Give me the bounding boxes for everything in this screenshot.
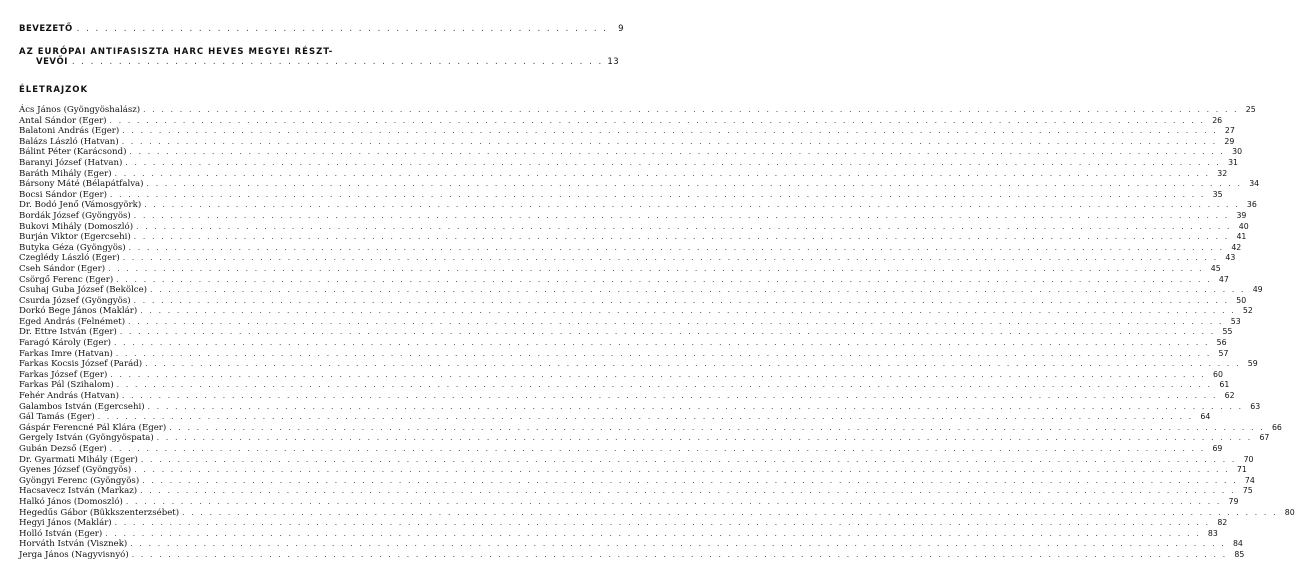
entry-name: Fehér András (Hatvan) [19, 391, 119, 402]
dot-leader: . . . . . . . . . . . . . . . . . . . . . . . . . . . . . . . . . . . . . . . . . . . . . . . . . . . . . . . . . . . . . . . . . . . . . . . . . . . . . . . . . . . . . . . . . . . . . . . . . . . . . . . . . . . . . . . . . . . . . . . . [122, 253, 1219, 263]
toc-entry[interactable] [19, 210, 1247, 222]
entry-name: Bársony Máté (Bélapátfalva) [19, 179, 144, 190]
dot-leader: . . . . . . . . . . . . . . . . . . . . . . . . . . . . . . . . . . . . . . . . . . . . . . . . . . . . . . . . . . . . . . . . . . . . . . . . . . . . . . . . . . . . . . . . . . . . . . . . . . . . . . . . . . . . . . . . . . . . . . . . [128, 316, 1224, 326]
toc-entry[interactable] [19, 412, 1211, 423]
dot-leader: . . . . . . . . . . . . . . . . . . . . . . . . . . . . . . . . . . . . . . . . . . . . . . . . . . . . . . . . . . . . . . . . . . . . . . . . . . . . . . . . . . . . . . . . . . . . . . . . . . . . . . . . . . . . . . . . . . . . . . . . [140, 486, 1236, 496]
entry-page-number: 42 [1231, 242, 1242, 252]
entry-page-number: 35 [1212, 189, 1223, 199]
entry-name: Csuhaj Guba József (Bekölce) [19, 285, 148, 296]
dot-leader: . . . . . . . . . . . . . . . . . . . . . . . . . . . . . . . . . . . . . . . . . . . . . . . . . . . . . . . . . . . . . . . . . . . . . . . . . . . . . . . . . . . . . . . . . . . . . . . . . . . . . . . . . . . . . . . . . . . . . . . . [146, 179, 1243, 189]
toc-entry[interactable] [19, 338, 1227, 349]
entry-page-number: 56 [1216, 338, 1227, 348]
dot-leader: . . . . . . . . . . . . . . . . . . . . . . . . . . . . . . . . . . . . . . . . . . . . . . . . . . . . . . . . . . . . . . . . . . . . . . . . . . . . . . . . . . . . . . . . . . . . . . . . . . . . . . . . . . . . . . . . . . . . . . . . [114, 518, 1211, 528]
entry-name: Czeglédy László (Eger) [19, 253, 120, 264]
entry-page-number: 53 [1230, 316, 1241, 326]
dot-leader: . . . . . . . . . . . . . . . . . . . . . . . . . . . . . . . . . . . . . . . . . . . . . . . . . . . . . . . . . . . . . . . . . . . . . . . . . . . . . . . . . . . . . . . . . . . . . . . . . . . . . . . . . . . . . . . . . . . . . . . . [147, 401, 1244, 411]
entry-name: Balázs László (Hatvan) [19, 136, 119, 147]
entry-name: Dorkó Bege János (Maklár) [19, 306, 138, 317]
dot-leader: . . . . . . . . . . . . . . . . . . . . . . . . . . . . . . . . . . . . . . . . . . . . . . . . . . . . . . . . . . . . . . . . . . . . . . . . . . . . . . . . . . . . . . . . . . . . . . . . . . . . . . . . . . . . . . . . . . . . . . . . [131, 549, 1228, 559]
entry-name: Gubán Dezső (Eger) [19, 444, 107, 454]
toc-entry[interactable] [19, 539, 1243, 550]
dot-leader: . . . . . . . . . . . . . . . . . . . . . . . . . . . . . . . . . . . . . . . . . . . . . . . . . . . . . . . . . . . . . . . . . . . . . . . . . . . . . . . . . . . . . . . . . . . . . . . . . . . . . . . . . . . . . . . . . . . . . . . . [122, 126, 1218, 136]
toc-entry[interactable] [19, 295, 1247, 307]
toc-entry[interactable] [19, 274, 1229, 286]
entry-page-number: 30 [1232, 147, 1243, 157]
entry-page-number: 39 [1236, 210, 1247, 220]
toc-entry[interactable] [19, 136, 1235, 148]
toc-entry[interactable] [19, 221, 1249, 233]
toc-entry[interactable] [19, 179, 1260, 190]
dot-leader: . . . . . . . . . . . . . . . . . . . . . . . . . . . . . . . . . . . . . . . . . . . . . . . . . . . . . . . . . . . . . . . . . . . . . . . . . . . . . . . . . . . . . . . . . . . . . . . . . . . . . . . . . . . . . . . . . . . . . . . . [133, 232, 1230, 242]
dot-leader: . . . . . . . . . . . . . . . . . . . . . . . . . . . . . . . . . . . . . . . . . . . . . . . . . . . . . . . . . . . . . . . . . . . . . . . . . . . . . . . . . . . . . . . . . . . . . . . . . . . . . . . . . . . . . . . . . . . . . . . . [156, 433, 1253, 443]
entry-page-number: 50 [1236, 295, 1247, 305]
toc-entry[interactable] [19, 518, 1228, 529]
entry-name: Dr. Gyarmati Mihály (Eger) [19, 454, 138, 465]
toc-entry[interactable] [19, 359, 1258, 370]
entry-name: Farkas Pál (Szihalom) [19, 380, 114, 391]
entry-name: Faragó Károly (Eger) [19, 338, 111, 349]
dot-leader: . . . . . . . . . . . . . . . . . . . . . . . . . . . . . . . . . . . . . . . . . . . . . . . . . . . . . . . . . . . . . . . . . . . . . . . . . . . . . . . . . . . . . . . . . . . . . . . . . . . . . . . . . . . . . . . . . . . . . . . . [109, 444, 1206, 453]
entry-name: Gyenes József (Gyöngyös) [19, 465, 132, 476]
dot-leader: . . . . . . . . . . . . . . . . . . . . . . . . . . . . . . . . . . . . . . . . . . . . . . . . . . . . . . . . . . . . . . . . . . . . . . . . . . . . . . . . . . . . . . . . . . . . . . . . . . . . . . . . . . . . . . . . . . . . . . . . [145, 359, 1241, 369]
toc-entry[interactable] [19, 327, 1233, 338]
toc-entry-list [19, 105, 1295, 561]
entry-name: Baráth Mihály (Eger) [19, 168, 112, 179]
toc-entry[interactable] [19, 285, 1263, 296]
entry-page-number: 61 [1219, 380, 1230, 390]
dot-leader: . . . . . . . . . . . . . . . . . . . . . . . . . . . . . . . . . . . . . . . . . . . . . . . . . . . . . . . . . . . . . . . . . . . . . . . . . . . . . . . . . . . . . . . . . . . . . . . . . . . . . . . . . . . . . . . . . . . . . . . . [143, 105, 1239, 114]
entry-name: Farkas József (Eger) [19, 369, 108, 380]
section-title-continued: VEVŐI [36, 57, 68, 67]
entry-name: Eged András (Felnémet) [19, 316, 126, 327]
entry-page-number: 26 [1212, 115, 1223, 125]
entry-name: Farkas Imre (Hatvan) [19, 348, 113, 359]
toc-entry[interactable] [19, 454, 1254, 466]
toc-entry[interactable] [19, 306, 1253, 317]
dot-leader: . . . . . . . . . . . . . . . . . . . . . . . . . . . . . . . . . . . . . . . . . . . . . . . . . . . . . . . . . [76, 24, 608, 34]
toc-section-antifascist[interactable] [36, 57, 620, 67]
entry-page-number: 70 [1243, 454, 1254, 464]
dot-leader: . . . . . . . . . . . . . . . . . . . . . . . . . . . . . . . . . . . . . . . . . . . . . . . . . . . . . . . . . . . . . . . . . . . . . . . . . . . . . . . . . . . . . . . . . . . . . . . . . . . . . . . . . . . . . . . . . . . . . . . . [129, 147, 1226, 157]
toc-entry[interactable] [19, 253, 1236, 264]
entry-name: Galambos István (Egercsehi) [19, 401, 145, 412]
entry-name: Gergely István (Gyöngyöspata) [19, 433, 154, 444]
entry-page-number: 45 [1210, 263, 1221, 273]
dot-leader: . . . . . . . . . . . . . . . . . . . . . . . . . . . . . . . . . . . . . . . . . . . . . . . . . . . . . . . . . . . . . . . . . . . . . . . . . . . . . . . . . . . . . . . . . . . . . . . . . . . . . . . . . . . . . . . . . . . . . . . . [150, 285, 1246, 295]
entry-page-number: 67 [1259, 433, 1270, 443]
entry-page-number: 47 [1218, 274, 1229, 284]
dot-leader: . . . . . . . . . . . . . . . . . . . . . . . . . . . . . . . . . . . . . . . . . . . . . . . . . . . . . . . . . . . . . . . . . . . . . . . . . . . . . . . . . . . . . . . . . . . . . . . . . . . . . . . . . . . . . . . . . . . . . . . . [140, 306, 1236, 316]
toc-entry[interactable] [19, 189, 1223, 201]
entry-name: Bocsi Sándor (Eger) [19, 189, 107, 200]
entry-page-number: 85 [1234, 549, 1245, 559]
dot-leader: . . . . . . . . . . . . . . . . . . . . . . . . . . . . . . . . . . . . . . . . . . . . . . . . . . . . . . . . . . . . . . . . . . . . . . . . . . . . . . . . . . . . . . . . . . . . . . . . . . . . . . . . . . . . . . . . . . . . . . . . [108, 263, 1204, 273]
toc-entry[interactable] [19, 168, 1228, 180]
entry-page-number: 55 [1222, 327, 1233, 337]
dot-leader: . . . . . . . . . . . . . . . . . . . . . . . . . . . . . . . . . . . . . . . . . . . . . . . . . . . . . . . . . . . . . . . . . . . . . . . . . . . . . . . . . . . . . . . . . . . . . . . . . . . . . . . . . . . . . . . . . . . . . . . . [109, 115, 1206, 125]
entry-page-number: 32 [1217, 168, 1228, 178]
dot-leader: . . . . . . . . . . . . . . . . . . . . . . . . . . . . . . . . . . . . . . . . . . . . . . . . . . . . . . . . . . . . . . . . . . . . . . . . . . . . . . . . . . . . . . . . . . . . . . . . . . . . . . . . . . . . . . . . . . . . . . . . [119, 327, 1216, 337]
entry-name: Bukovi Mihály (Domoszló) [19, 221, 134, 232]
entry-name: Bordák József (Gyöngyös) [19, 210, 131, 221]
entry-name: Horváth István (Visznek) [19, 539, 128, 550]
toc-entry[interactable] [19, 348, 1229, 360]
dot-leader: . . . . . . . . . . . . . . . . . . . . . . . . . . . . . . . . . . . . . . . . . . . . . . . . . . . . . . . . . . . . . . . . . . . . . . . . . . . . . . . . . . . . . . . . . . . . . . . . . . . . . . . . . . . . . . . . . . . . . . . . [105, 528, 1201, 538]
entry-page-number: 84 [1232, 539, 1243, 549]
entry-name: Halkó János (Domoszló) [19, 496, 123, 507]
dot-leader: . . . . . . . . . . . . . . . . . . . . . . . . . . . . . . . . . . . . . . . . . . . . . . . . . . . . . . . . . . . . . . . . . . . . . . . . . . . . . . . . . . . . . . . . . . . . . . . . . . . . . . . . . . . . . . . . . . . . . . . . [136, 221, 1232, 231]
entry-name: Hacsavecz István (Markaz) [19, 486, 138, 497]
biographies-heading: ÉLETRAJZOK [19, 85, 89, 95]
entry-page-number: 69 [1212, 444, 1223, 453]
dot-leader: . . . . . . . . . . . . . . . . . . . . . . . . . . . . . . . . . . . . . . . . . . . . . . . . . . . . . . . . . . . . . . . . . . . . . . . . . . . . . . . . . . . . . . . . . . . . . . . . . . . . . . . . . . . . . . . . . . . . . . . . [133, 295, 1230, 305]
toc-entry[interactable] [19, 316, 1241, 328]
entry-page-number: 83 [1207, 528, 1218, 538]
dot-leader: . . . . . . . . . . . . . . . . . . . . . . . . . . . . . . . . . . . . . . . . . . . . . . . . . . . . . . . . . . . . . . . . . . . . . . . . . . . . . . . . . . . . . . . . . . . . . . . . . . . . . . . . . . . . . . . . . . . . . . . . [125, 157, 1221, 167]
toc-entry[interactable] [19, 422, 1282, 434]
toc-entry[interactable] [19, 507, 1295, 519]
entry-page-number: 41 [1236, 232, 1247, 242]
entry-name: Csörgő Ferenc (Eger) [19, 274, 114, 285]
toc-section-antifascist-title[interactable]: AZ EURÓPAI ANTIFASISZTA HARC HEVES MEGYEI RÉSZT- [19, 47, 334, 57]
entry-name: Jerga János (Nagyvisnyó) [19, 549, 129, 560]
dot-leader: . . . . . . . . . . . . . . . . . . . . . . . . . . . . . . . . . . . . . . . . . . . . . . . . . . . . . . . . . . . . . . . . . . . . . . . . . . . . . . . . . . . . . . . . . . . . . . . . . . . . . . . . . . . . . . . . . . . . . . . . [115, 348, 1212, 358]
toc-entry[interactable] [19, 242, 1242, 254]
toc-entry[interactable] [19, 528, 1218, 540]
entry-page-number: 25 [1245, 105, 1256, 114]
entry-page-number: 49 [1252, 285, 1263, 295]
dot-leader: . . . . . . . . . . . . . . . . . . . . . . . . . . . . . . . . . . . . . . . . . . . . . . . . . . . . . . . . . [71, 57, 604, 67]
entry-name: Dr. Ettre István (Eger) [19, 327, 117, 338]
entry-name: Butyka Géza (Gyöngyös) [19, 242, 126, 253]
entry-page-number: 66 [1271, 422, 1282, 432]
toc-entry[interactable] [19, 115, 1223, 127]
entry-page-number: 82 [1217, 518, 1228, 528]
toc-entry[interactable] [19, 369, 1223, 381]
dot-leader: . . . . . . . . . . . . . . . . . . . . . . . . . . . . . . . . . . . . . . . . . . . . . . . . . . . . . . . . . . . . . . . . . . . . . . . . . . . . . . . . . . . . . . . . . . . . . . . . . . . . . . . . . . . . . . . . . . . . . . . . [116, 274, 1212, 284]
entry-name: Bálint Péter (Karácsond) [19, 147, 127, 158]
dot-leader: . . . . . . . . . . . . . . . . . . . . . . . . . . . . . . . . . . . . . . . . . . . . . . . . . . . . . . . . . . . . . . . . . . . . . . . . . . . . . . . . . . . . . . . . . . . . . . . . . . . . . . . . . . . . . . . . . . . . . . . . [134, 465, 1230, 475]
entry-page-number: 62 [1224, 391, 1235, 401]
dot-leader: . . . . . . . . . . . . . . . . . . . . . . . . . . . . . . . . . . . . . . . . . . . . . . . . . . . . . . . . . . . . . . . . . . . . . . . . . . . . . . . . . . . . . . . . . . . . . . . . . . . . . . . . . . . . . . . . . . . . . . . . [114, 168, 1211, 178]
dot-leader: . . . . . . . . . . . . . . . . . . . . . . . . . . . . . . . . . . . . . . . . . . . . . . . . . . . . . . . . . . . . . . . . . . . . . . . . . . . . . . . . . . . . . . . . . . . . . . . . . . . . . . . . . . . . . . . . . . . . . . . . [142, 475, 1238, 485]
toc-entry[interactable] [19, 444, 1223, 455]
toc-entry[interactable] [19, 157, 1238, 169]
toc-entry[interactable] [19, 126, 1235, 137]
dot-leader: . . . . . . . . . . . . . . . . . . . . . . . . . . . . . . . . . . . . . . . . . . . . . . . . . . . . . . . . . . . . . . . . . . . . . . . . . . . . . . . . . . . . . . . . . . . . . . . . . . . . . . . . . . . . . . . . . . . . . . . . [144, 200, 1240, 210]
toc-entry[interactable] [19, 433, 1270, 444]
entry-name: Cseh Sándor (Eger) [19, 263, 106, 274]
dot-leader: . . . . . . . . . . . . . . . . . . . . . . . . . . . . . . . . . . . . . . . . . . . . . . . . . . . . . . . . . . . . . . . . . . . . . . . . . . . . . . . . . . . . . . . . . . . . . . . . . . . . . . . . . . . . . . . . . . . . . . . . [110, 369, 1206, 379]
toc-entry[interactable] [19, 486, 1253, 497]
toc-entry[interactable] [19, 549, 1245, 561]
entry-page-number: 80 [1284, 507, 1295, 517]
dot-leader: . . . . . . . . . . . . . . . . . . . . . . . . . . . . . . . . . . . . . . . . . . . . . . . . . . . . . . . . . . . . . . . . . . . . . . . . . . . . . . . . . . . . . . . . . . . . . . . . . . . . . . . . . . . . . . . . . . . . . . . . [169, 422, 1265, 432]
dot-leader: . . . . . . . . . . . . . . . . . . . . . . . . . . . . . . . . . . . . . . . . . . . . . . . . . . . . . . . . . . . . . . . . . . . . . . . . . . . . . . . . . . . . . . . . . . . . . . . . . . . . . . . . . . . . . . . . . . . . . . . . [121, 391, 1218, 401]
entry-page-number: 79 [1228, 496, 1239, 506]
toc-entry[interactable] [19, 147, 1243, 158]
entry-page-number: 34 [1249, 179, 1260, 189]
entry-name: Burján Viktor (Egercsehi) [19, 232, 131, 243]
entry-name: Csurda József (Gyöngyös) [19, 295, 131, 306]
entry-name: Baranyi József (Hatvan) [19, 157, 123, 168]
entry-page-number: 64 [1200, 412, 1211, 422]
dot-leader: . . . . . . . . . . . . . . . . . . . . . . . . . . . . . . . . . . . . . . . . . . . . . . . . . . . . . . . . . . . . . . . . . . . . . . . . . . . . . . . . . . . . . . . . . . . . . . . . . . . . . . . . . . . . . . . . . . . . . . . . [182, 507, 1278, 517]
entry-page-number: 31 [1228, 157, 1238, 167]
dot-leader: . . . . . . . . . . . . . . . . . . . . . . . . . . . . . . . . . . . . . . . . . . . . . . . . . . . . . . . . . . . . . . . . . . . . . . . . . . . . . . . . . . . . . . . . . . . . . . . . . . . . . . . . . . . . . . . . . . . . . . . . [133, 210, 1230, 220]
entry-page-number: 74 [1244, 475, 1255, 485]
toc-entry[interactable] [19, 465, 1247, 476]
entry-name: Holló István (Eger) [19, 528, 103, 539]
dot-leader: . . . . . . . . . . . . . . . . . . . . . . . . . . . . . . . . . . . . . . . . . . . . . . . . . . . . . . . . . . . . . . . . . . . . . . . . . . . . . . . . . . . . . . . . . . . . . . . . . . . . . . . . . . . . . . . . . . . . . . . . [97, 412, 1194, 422]
entry-page-number: 75 [1242, 486, 1253, 496]
entry-name: Gál Tamás (Eger) [19, 412, 95, 423]
toc-entry[interactable] [19, 232, 1247, 243]
dot-leader: . . . . . . . . . . . . . . . . . . . . . . . . . . . . . . . . . . . . . . . . . . . . . . . . . . . . . . . . . . . . . . . . . . . . . . . . . . . . . . . . . . . . . . . . . . . . . . . . . . . . . . . . . . . . . . . . . . . . . . . . [125, 496, 1222, 506]
toc-entry[interactable] [19, 263, 1221, 275]
dot-leader: . . . . . . . . . . . . . . . . . . . . . . . . . . . . . . . . . . . . . . . . . . . . . . . . . . . . . . . . . . . . . . . . . . . . . . . . . . . . . . . . . . . . . . . . . . . . . . . . . . . . . . . . . . . . . . . . . . . . . . . . [109, 189, 1206, 199]
toc-entry[interactable] [19, 105, 1256, 116]
toc-entry[interactable] [19, 200, 1257, 211]
entry-name: Ács János (Gyöngyöshalász) [19, 105, 141, 115]
entry-name: Hegedűs Gábor (Bükkszenterzsébet) [19, 507, 180, 518]
entry-page-number: 57 [1218, 348, 1229, 358]
dot-leader: . . . . . . . . . . . . . . . . . . . . . . . . . . . . . . . . . . . . . . . . . . . . . . . . . . . . . . . . . . . . . . . . . . . . . . . . . . . . . . . . . . . . . . . . . . . . . . . . . . . . . . . . . . . . . . . . . . . . . . . . [128, 242, 1225, 252]
entry-name: Balatoni András (Eger) [19, 126, 120, 137]
entry-name: Dr. Bodó Jenő (Vámosgyörk) [19, 200, 142, 211]
dot-leader: . . . . . . . . . . . . . . . . . . . . . . . . . . . . . . . . . . . . . . . . . . . . . . . . . . . . . . . . . . . . . . . . . . . . . . . . . . . . . . . . . . . . . . . . . . . . . . . . . . . . . . . . . . . . . . . . . . . . . . . . [116, 380, 1213, 390]
toc-entry[interactable] [19, 401, 1261, 413]
toc-entry[interactable] [19, 380, 1230, 391]
entry-page-number: 71 [1236, 465, 1247, 475]
entry-name: Gyöngyi Ferenc (Gyöngyös) [19, 475, 140, 486]
entry-name: Hegyi János (Maklár) [19, 518, 112, 529]
section-page-number: 13 [607, 57, 620, 67]
entry-page-number: 59 [1247, 359, 1258, 369]
toc-section-intro[interactable] [19, 24, 624, 34]
entry-name: Gáspár Ferencné Pál Klára (Eger) [19, 422, 167, 433]
dot-leader: . . . . . . . . . . . . . . . . . . . . . . . . . . . . . . . . . . . . . . . . . . . . . . . . . . . . . . . . . . . . . . . . . . . . . . . . . . . . . . . . . . . . . . . . . . . . . . . . . . . . . . . . . . . . . . . . . . . . . . . . [121, 136, 1218, 146]
toc-entry[interactable] [19, 391, 1235, 402]
section-title: BEVEZETŐ [19, 24, 73, 34]
toc-entry[interactable] [19, 496, 1239, 508]
entry-page-number: 43 [1225, 253, 1236, 263]
section-page-number: 9 [618, 24, 624, 34]
dot-leader: . . . . . . . . . . . . . . . . . . . . . . . . . . . . . . . . . . . . . . . . . . . . . . . . . . . . . . . . . . . . . . . . . . . . . . . . . . . . . . . . . . . . . . . . . . . . . . . . . . . . . . . . . . . . . . . . . . . . . . . . [113, 338, 1210, 348]
entry-page-number: 63 [1250, 401, 1261, 411]
entry-page-number: 60 [1212, 369, 1223, 379]
entry-page-number: 40 [1238, 221, 1249, 231]
dot-leader: . . . . . . . . . . . . . . . . . . . . . . . . . . . . . . . . . . . . . . . . . . . . . . . . . . . . . . . . . . . . . . . . . . . . . . . . . . . . . . . . . . . . . . . . . . . . . . . . . . . . . . . . . . . . . . . . . . . . . . . . [140, 454, 1237, 464]
dot-leader: . . . . . . . . . . . . . . . . . . . . . . . . . . . . . . . . . . . . . . . . . . . . . . . . . . . . . . . . . . . . . . . . . . . . . . . . . . . . . . . . . . . . . . . . . . . . . . . . . . . . . . . . . . . . . . . . . . . . . . . . [130, 539, 1226, 549]
entry-page-number: 36 [1246, 200, 1257, 210]
toc-entry[interactable] [19, 475, 1255, 487]
entry-page-number: 29 [1224, 136, 1235, 146]
entry-name: Farkas Kocsis József (Parád) [19, 359, 143, 370]
entry-page-number: 52 [1242, 306, 1253, 316]
entry-name: Antal Sándor (Eger) [19, 115, 107, 126]
entry-page-number: 27 [1224, 126, 1235, 136]
